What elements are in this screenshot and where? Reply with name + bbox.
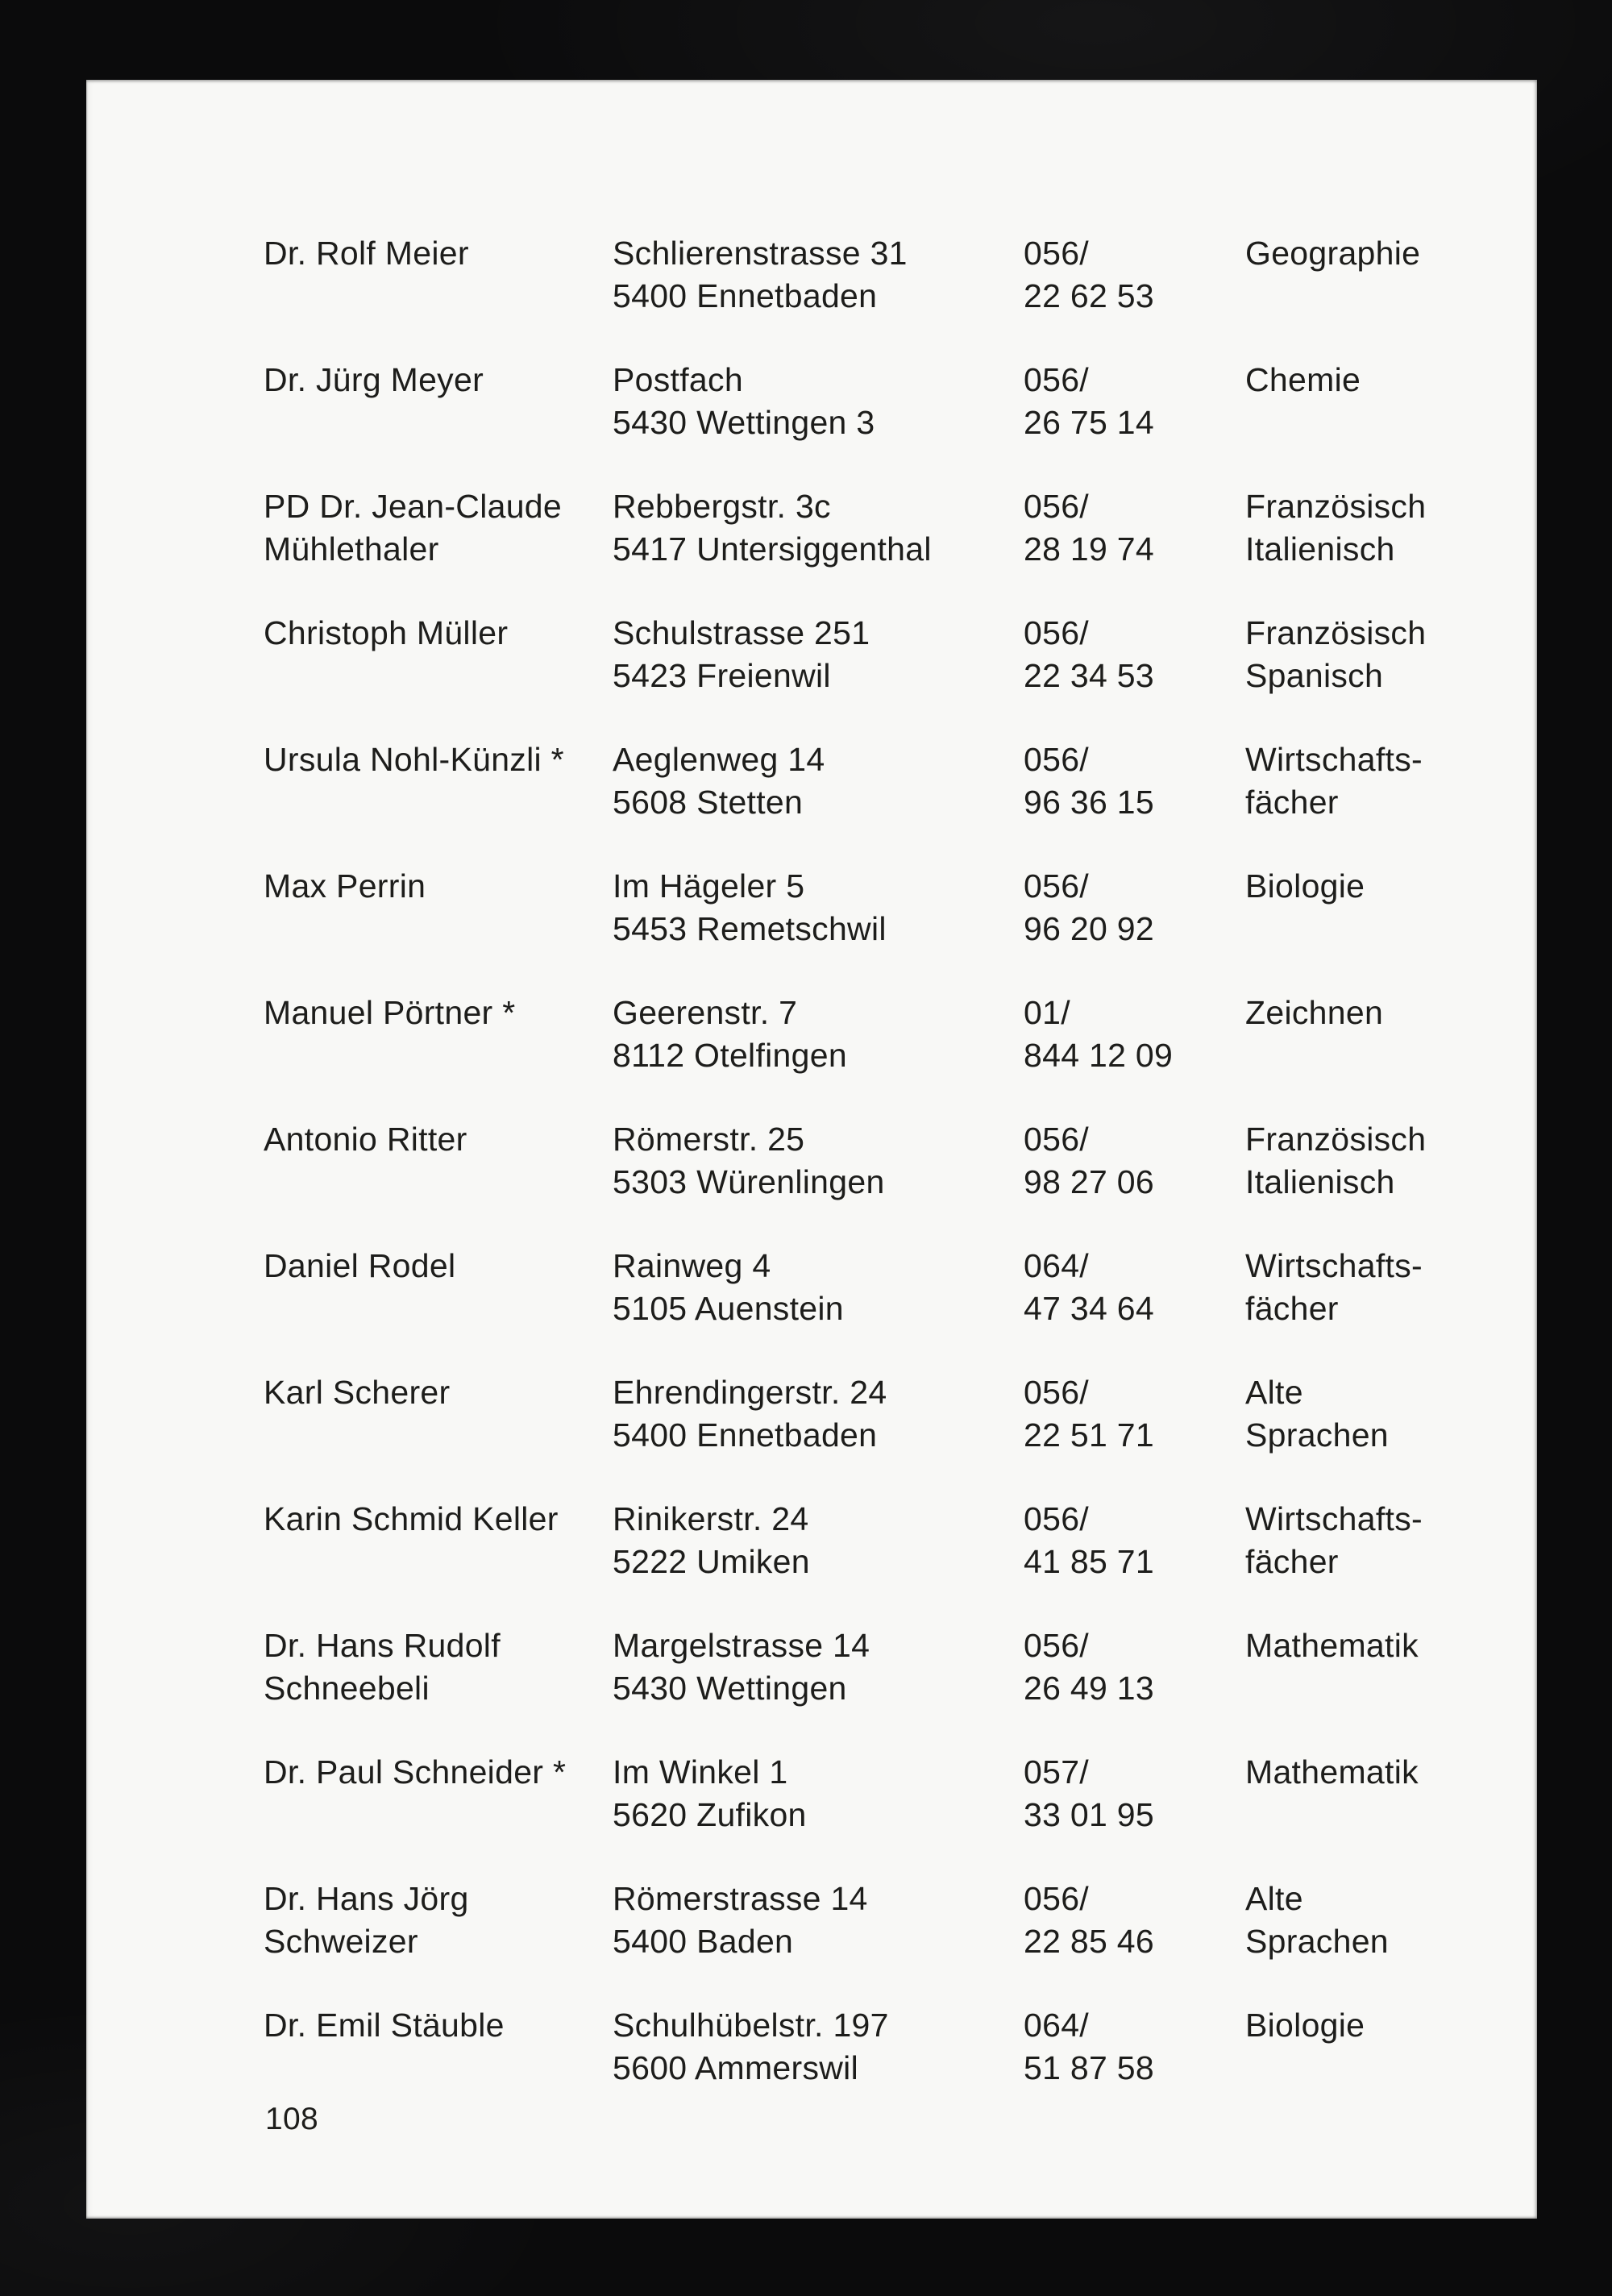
entry-address-line: Römerstr. 25 <box>613 1121 805 1158</box>
entry-address-line: Schulhübelstr. 197 <box>613 2007 889 2044</box>
entry-phone-line: 98 27 06 <box>1024 1163 1154 1200</box>
entry-subjects-line: fächer <box>1245 1290 1339 1327</box>
entry-name-cell <box>264 992 622 1034</box>
entry-phone-line: 056/ <box>1024 1880 1089 1917</box>
entry-phone-line: 056/ <box>1024 1121 1089 1158</box>
entry-phone-line: 47 34 64 <box>1024 1290 1154 1327</box>
directory-entry <box>264 1624 1521 1710</box>
entry-subjects-cell <box>1245 1751 1523 1794</box>
entry-phone-cell <box>1024 992 1245 1077</box>
entry-address-cell <box>613 865 1020 950</box>
entry-subjects-line: Alte <box>1245 1880 1303 1917</box>
entry-address-line: Im Hägeler 5 <box>613 867 805 905</box>
entry-phone-line: 844 12 09 <box>1024 1037 1174 1074</box>
entry-subjects-line: Wirtschafts- <box>1245 741 1423 778</box>
entry-subjects-cell <box>1245 1118 1523 1204</box>
entry-address-line: 5453 Remetschwil <box>613 910 887 947</box>
directory-entry <box>264 1498 1521 1583</box>
entry-address-cell <box>613 992 1020 1077</box>
entry-phone-line: 064/ <box>1024 2007 1089 2044</box>
entry-phone-line: 064/ <box>1024 1247 1089 1284</box>
entry-subjects-cell <box>1245 612 1523 697</box>
entry-address-line: 5417 Untersiggenthal <box>613 530 932 568</box>
entry-phone-line: 056/ <box>1024 235 1089 272</box>
directory-entry <box>264 232 1521 318</box>
entry-subjects-cell <box>1245 232 1523 275</box>
entry-address-cell <box>613 485 1020 571</box>
directory-entry <box>264 738 1521 824</box>
entry-address-line: 5600 Ammerswil <box>613 2049 858 2086</box>
entry-subjects-cell <box>1245 359 1523 401</box>
entry-phone-line: 056/ <box>1024 1500 1089 1537</box>
entry-name-line: Christoph Müller <box>264 614 509 651</box>
entry-phone-cell <box>1024 1498 1245 1583</box>
entry-phone-line: 056/ <box>1024 488 1089 525</box>
entry-name-cell <box>264 865 622 908</box>
entry-address-line: Schlierenstrasse 31 <box>613 235 908 272</box>
entry-name-line: Mühlethaler <box>264 530 439 568</box>
entry-phone-line: 33 01 95 <box>1024 1796 1154 1833</box>
entry-phone-line: 057/ <box>1024 1753 1089 1791</box>
entry-phone-line: 056/ <box>1024 1627 1089 1664</box>
entry-subjects-line: Alte <box>1245 1374 1303 1411</box>
entry-phone-line: 26 49 13 <box>1024 1670 1154 1707</box>
entry-subjects-cell <box>1245 485 1523 571</box>
entry-address-line: Aeglenweg 14 <box>613 741 825 778</box>
entry-subjects-cell <box>1245 1245 1523 1330</box>
entry-phone-line: 056/ <box>1024 614 1089 651</box>
entry-name-cell <box>264 359 622 401</box>
entry-address-line: 5430 Wettingen 3 <box>613 404 875 441</box>
entry-subjects-cell <box>1245 865 1523 908</box>
entry-phone-cell <box>1024 485 1245 571</box>
entry-phone-line: 26 75 14 <box>1024 404 1154 441</box>
entry-phone-cell <box>1024 1371 1245 1457</box>
entry-address-line: Rainweg 4 <box>613 1247 771 1284</box>
entry-subjects-line: Sprachen <box>1245 1416 1389 1454</box>
entry-phone-cell <box>1024 232 1245 318</box>
entry-address-line: Margelstrasse 14 <box>613 1627 870 1664</box>
entry-name-line: Dr. Hans Jörg <box>264 1880 469 1917</box>
entry-address-line: Im Winkel 1 <box>613 1753 788 1791</box>
entry-subjects-line: Mathematik <box>1245 1627 1419 1664</box>
entry-phone-line: 28 19 74 <box>1024 530 1154 568</box>
entry-phone-line: 056/ <box>1024 867 1089 905</box>
entry-address-line: 5423 Freienwil <box>613 657 831 694</box>
entry-subjects-cell <box>1245 2004 1523 2047</box>
entry-subjects-line: Zeichnen <box>1245 994 1384 1031</box>
entry-subjects-cell <box>1245 1498 1523 1583</box>
entry-name-line: Dr. Jürg Meyer <box>264 361 484 398</box>
entry-name-cell <box>264 1878 622 1963</box>
entry-address-line: 5620 Zufikon <box>613 1796 807 1833</box>
entry-address-line: 5400 Baden <box>613 1923 794 1960</box>
entry-phone-cell <box>1024 738 1245 824</box>
directory-entry <box>264 1751 1521 1836</box>
entry-phone-line: 41 85 71 <box>1024 1543 1154 1580</box>
entry-address-line: 5105 Auenstein <box>613 1290 844 1327</box>
entry-subjects-line: Französisch <box>1245 614 1427 651</box>
entry-subjects-cell <box>1245 992 1523 1034</box>
entry-subjects-cell <box>1245 1371 1523 1457</box>
entry-address-line: 5303 Würenlingen <box>613 1163 885 1200</box>
entry-name-cell <box>264 1371 622 1414</box>
entry-address-line: 5400 Ennetbaden <box>613 277 878 314</box>
entry-phone-cell <box>1024 1878 1245 1963</box>
entry-name-line: PD Dr. Jean-Claude <box>264 488 563 525</box>
entry-address-line: Ehrendingerstr. 24 <box>613 1374 887 1411</box>
entry-subjects-line: fächer <box>1245 784 1339 821</box>
entry-name-cell <box>264 1245 622 1287</box>
entry-name-cell <box>264 1498 622 1541</box>
entry-phone-cell <box>1024 359 1245 444</box>
entry-phone-cell <box>1024 1751 1245 1836</box>
entry-address-line: 5400 Ennetbaden <box>613 1416 878 1454</box>
entry-address-line: Römerstrasse 14 <box>613 1880 868 1917</box>
entry-name-cell <box>264 738 622 781</box>
entry-name-cell <box>264 612 622 655</box>
entry-address-line: 8112 Otelfingen <box>613 1037 847 1074</box>
directory-entry <box>264 612 1521 697</box>
entry-name-line: Ursula Nohl-Künzli * <box>264 741 564 778</box>
entry-address-cell <box>613 359 1020 444</box>
directory-entry <box>264 485 1521 571</box>
entry-subjects-cell <box>1245 1624 1523 1667</box>
entry-phone-line: 056/ <box>1024 1374 1089 1411</box>
directory-entry <box>264 1245 1521 1330</box>
directory-entry <box>264 359 1521 444</box>
directory-entry <box>264 1371 1521 1457</box>
entry-phone-line: 96 36 15 <box>1024 784 1154 821</box>
entry-subjects-line: Spanisch <box>1245 657 1384 694</box>
entry-subjects-line: Italienisch <box>1245 1163 1395 1200</box>
entry-subjects-line: Französisch <box>1245 488 1427 525</box>
directory-entry <box>264 2004 1521 2090</box>
entry-name-line: Karl Scherer <box>264 1374 451 1411</box>
directory-entry <box>264 1118 1521 1204</box>
entry-phone-cell <box>1024 865 1245 950</box>
entry-name-cell <box>264 1624 622 1710</box>
entry-address-line: Rebbergstr. 3c <box>613 488 831 525</box>
entry-phone-line: 22 51 71 <box>1024 1416 1154 1454</box>
document-page <box>86 80 1537 2219</box>
entry-name-line: Manuel Pörtner * <box>264 994 516 1031</box>
entry-subjects-line: Chemie <box>1245 361 1361 398</box>
entry-phone-line: 51 87 58 <box>1024 2049 1154 2086</box>
entry-address-cell <box>613 1245 1020 1330</box>
page-number: 108 <box>265 2102 318 2136</box>
entry-address-cell <box>613 2004 1020 2090</box>
directory-entry <box>264 992 1521 1077</box>
entry-name-line: Max Perrin <box>264 867 426 905</box>
entry-phone-line: 01/ <box>1024 994 1070 1031</box>
entry-name-cell <box>264 232 622 275</box>
entry-phone-cell <box>1024 1624 1245 1710</box>
entry-name-line: Dr. Emil Stäuble <box>264 2007 505 2044</box>
directory-list <box>264 232 1521 2131</box>
entry-subjects-line: Mathematik <box>1245 1753 1419 1791</box>
entry-name-line: Karin Schmid Keller <box>264 1500 559 1537</box>
entry-name-cell <box>264 485 622 571</box>
entry-address-cell <box>613 1498 1020 1583</box>
entry-phone-cell <box>1024 1118 1245 1204</box>
entry-subjects-line: Biologie <box>1245 867 1365 905</box>
entry-subjects-line: Wirtschafts- <box>1245 1247 1423 1284</box>
entry-subjects-line: Sprachen <box>1245 1923 1389 1960</box>
entry-name-line: Dr. Paul Schneider * <box>264 1753 567 1791</box>
entry-address-cell <box>613 1118 1020 1204</box>
entry-address-cell <box>613 738 1020 824</box>
entry-name-line: Dr. Rolf Meier <box>264 235 469 272</box>
entry-address-line: Geerenstr. 7 <box>613 994 798 1031</box>
entry-name-cell <box>264 1751 622 1794</box>
entry-subjects-line: Biologie <box>1245 2007 1365 2044</box>
entry-phone-cell <box>1024 1245 1245 1330</box>
entry-subjects-cell <box>1245 1878 1523 1963</box>
entry-phone-cell <box>1024 2004 1245 2090</box>
entry-subjects-cell <box>1245 738 1523 824</box>
entry-address-cell <box>613 612 1020 697</box>
entry-name-cell <box>264 2004 622 2047</box>
entry-phone-line: 96 20 92 <box>1024 910 1154 947</box>
directory-entry <box>264 1878 1521 1963</box>
entry-subjects-line: Wirtschafts- <box>1245 1500 1423 1537</box>
entry-name-line: Dr. Hans Rudolf <box>264 1627 501 1664</box>
entry-name-line: Daniel Rodel <box>264 1247 456 1284</box>
entry-name-line: Antonio Ritter <box>264 1121 467 1158</box>
entry-subjects-line: fächer <box>1245 1543 1339 1580</box>
entry-address-line: 5608 Stetten <box>613 784 804 821</box>
entry-address-cell <box>613 1751 1020 1836</box>
entry-address-line: Rinikerstr. 24 <box>613 1500 809 1537</box>
entry-address-line: Schulstrasse 251 <box>613 614 870 651</box>
entry-address-cell <box>613 1624 1020 1710</box>
entry-name-cell <box>264 1118 622 1161</box>
entry-address-cell <box>613 232 1020 318</box>
entry-name-line: Schweizer <box>264 1923 418 1960</box>
entry-phone-line: 22 34 53 <box>1024 657 1154 694</box>
entry-phone-line: 22 62 53 <box>1024 277 1154 314</box>
entry-phone-line: 056/ <box>1024 361 1089 398</box>
entry-address-line: 5430 Wettingen <box>613 1670 847 1707</box>
entry-address-cell <box>613 1371 1020 1457</box>
entry-address-line: Postfach <box>613 361 743 398</box>
directory-entry <box>264 865 1521 950</box>
entry-phone-line: 22 85 46 <box>1024 1923 1154 1960</box>
entry-subjects-line: Geographie <box>1245 235 1421 272</box>
entry-subjects-line: Französisch <box>1245 1121 1427 1158</box>
entry-address-cell <box>613 1878 1020 1963</box>
entry-phone-line: 056/ <box>1024 741 1089 778</box>
entry-subjects-line: Italienisch <box>1245 530 1395 568</box>
entry-address-line: 5222 Umiken <box>613 1543 810 1580</box>
entry-name-line: Schneebeli <box>264 1670 430 1707</box>
entry-phone-cell <box>1024 612 1245 697</box>
